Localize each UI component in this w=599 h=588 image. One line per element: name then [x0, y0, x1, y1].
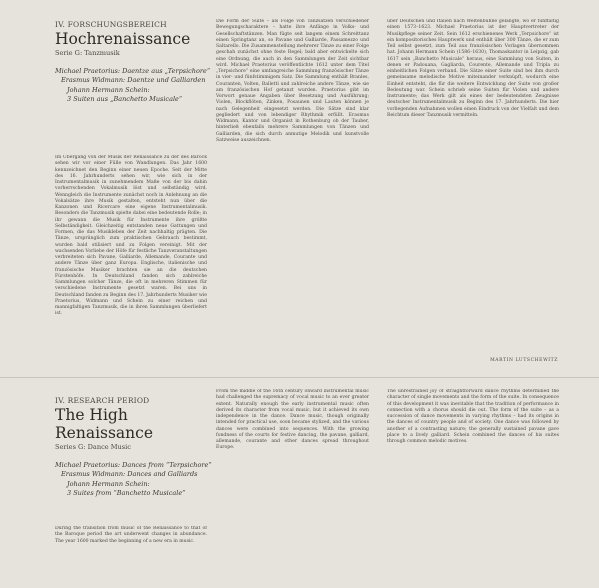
series-label: Series G: Dance Music	[55, 443, 131, 451]
section-title: The High Renaissance	[55, 406, 154, 442]
works-list	[55, 67, 210, 104]
body-paragraph: über Deutschen und Italien nach Weltenbühne gelangte, wo er fünffaltig einen 1573–1623. Michael Praetorius ist der Hauptvertreter der Musikpflege seiner Zeit. Sein 1612 erschienenes Werk „Terpsichore“ ist ein kompositorisches Hauptwerk und enthält über 300 Tänze, die er zum Teil selbst gesetzt, zum Teil aus französischen Vorlagen übernommen hat. Johann Hermann Schein (1586–1630), Thomaskantor in Leipzig, gab 1617 sein „Banchetto Musicale“ heraus, eine Sammlung von Suiten, in denen er Padouana, Gagliarda, Courente, Allemande und Tripla zu einheitlichen Folgen verband. Die Sätze einer Suite sind bei ihm durch gemeinsame melodische Motive miteinander verknüpft, wodurch eine Einheit entsteht, die für die weitere Entwicklung der Suite von großer Bedeutung war. Schein schrieb seine Suiten für Violen und andere Instrumente; das Werk gilt als eines der bedeutendsten Zeugnisse deutscher Instrumentalmusik zu Beginn des 17. Jahrhunderts. Die hier vorliegenden Aufnahmen wollen einen Eindruck von der Vielfalt und dem Reichtum dieser Tanzmusik vermitteln.	[387, 19, 559, 118]
german-text-column-2	[216, 19, 369, 364]
work-item: Erasmus Widmann: Dances and Galliards	[61, 470, 198, 479]
work-item: 3 Suites from “Banchetto Musicale”	[67, 488, 186, 497]
body-paragraph: Im Übergang von der Musik der Renaissance zu der des Barock sehen wir vor einer Fülle von Wandlungen. Das Jahr 1600 kennzeichnet den Beginn einer neuen Epoche. Seit der Mitte des 16. Jahrhunderts sehen wir, wie sich in der Instrumentalmusik in zunehmendem Maße von der bis dahin vorherrschenden Vokalmusik löst und selbständig wird. Wenngleich die Instrumente zunächst noch in Anlehnung an die Vokalsätze ihre Musik gestalten, entsteht nun über die Kanzonen und Ricercare eine eigene Instrumentalmusik. Besonders die Tanzmusik spielte dabei eine bedeutende Rolle; in ihr gewann die Musik für Instrumente ihre größte Selbständigkeit. Gleichzeitig entstanden neue Gattungen und Formen, die das Musikleben der Zeit nachhaltig prägten. Die Tänze, ursprünglich zum praktischen Gebrauch bestimmt, wurden bald stilisiert und zu Folgen vereinigt. Mit der wachsenden Vorliebe der Höfe für festliche Tanzveranstaltungen verbreiteten sich Pavane, Galliarde, Allemande, Courante und andere Tänze über ganz Europa. Englische, italienische und französische Musiker brachten sie an die deutschen Fürstenhöfe. In Deutschland fanden sich zahlreiche Sammlungen solcher Tänze, die oft in mehreren Stimmen für verschiedene Instrumente gesetzt waren. Bei uns in Deutschland fanden zu Beginn des 17. Jahrhunderts Musiker wie Praetorius, Widmann und Schein zu einer reichen und mannigfaltigen Tanzmusik, die in ihren Sammlungen überliefert ist.	[55, 155, 207, 317]
body-paragraph: Die Form der Suite – als Folge von Tanzsätzen verschiedener Bewegungscharaktere – hatte ihre Anfänge in Volks- und Gesellschaftstänzen. Man fügte seit langem einem Schreittanz einen Springtanz an, so Pavane und Galliarde, Passamezzo und Saltarello. Die Zusammenstellung mehrerer Tänze zu einer Folge geschah zunächst ohne feste Regel; bald aber entwickelte sich eine Ordnung, die auch in den Sammlungen der Zeit sichtbar wird. Michael Praetorius veröffentlichte 1612 unter dem Titel „Terpsichore“ eine umfangreiche Sammlung französischer Tänze in vier- und fünfstimmigem Satz. Die Sammlung enthält Branles, Couranten, Volten, Balletti und zahlreiche andere Tänze, wie sie am französischen Hof getanzt wurden. Praetorius gibt im Vorwort genaue Angaben über Besetzung und Ausführung; Violen, Blockflöten, Zinken, Posaunen und Lauten können je nach Gelegenheit eingesetzt werden. Die Sätze sind klar gegliedert und von lebendiger Rhythmik erfüllt. Erasmus Widmann, Kantor und Organist in Rothenburg ob der Tauber, hinterließ ebenfalls mehrere Sammlungen von Tänzen und Galliarden, die sich durch anmutige Melodik und kunstvolle Satzweise auszeichnen.	[216, 19, 369, 143]
body-paragraph: During the transition from music of the Renaissance to that of the Baroque period the art underwent changes in abundance. The year 1600 marked the beginning of a new era in music.	[55, 526, 207, 544]
works-list	[55, 461, 210, 498]
section-title: Hochrenaissance	[55, 30, 191, 48]
body-paragraph: The unrestrained joy of straightforward dance rhythms determined the character of single movements and the form of the suite. In consequence of this development it was inevitable that the tradition of performance in connection with a chorus should die out. The form of the suite – as a succession of dance movements in varying rhythms – had its origins in the dances of country people and of society. One dance was followed by another of a contrasting nature; the generally sustained pavane gave place to a lively galliard. Schein combined the dances of his suites through common melodic motives.	[387, 389, 559, 444]
body-paragraph: From the middle of the 16th century onward instrumental music had challenged the supremacy of vocal music to an ever greater extent. Naturally enough the early instrumental music often derived its character from vocal music, but it achieved its own independence in the dance. Dance music, though originally intended for practical use, soon became stylized, and the various dances were combined into sequences. With the growing fondness of the courts for festive dancing, the pavane, galliard, allemande, courante and other dances spread throughout Europe.	[216, 389, 369, 451]
work-item: Michael Praetorius: Daentze aus „Terpsichore“	[55, 67, 211, 75]
english-section	[0, 379, 599, 588]
research-period-label: IV. FORSCHUNGSBEREICH	[55, 20, 167, 29]
german-text-column-3	[387, 19, 559, 344]
english-text-column-3	[387, 389, 559, 581]
work-item: Michael Praetorius: Dances from “Terpsichore”	[55, 461, 212, 469]
section-divider	[0, 377, 599, 378]
research-period-label: IV. RESEARCH PERIOD	[55, 396, 150, 405]
series-label: Serie G: Tanzmusik	[55, 49, 120, 57]
author-signature: MARTIN LUTSCHEWITZ	[490, 358, 558, 363]
work-item: Johann Hermann Schein:	[67, 85, 150, 94]
work-item: 3 Suiten aus „Banchetto Musicale“	[67, 94, 183, 103]
english-header	[55, 396, 210, 498]
work-item: Johann Hermann Schein:	[67, 479, 150, 488]
english-text-column-1	[55, 526, 207, 576]
german-text-column-1	[55, 155, 207, 360]
work-item: Erasmus Widmann: Daentze und Galliarden	[61, 76, 206, 85]
german-header	[55, 20, 210, 104]
english-text-column-2	[216, 389, 369, 581]
